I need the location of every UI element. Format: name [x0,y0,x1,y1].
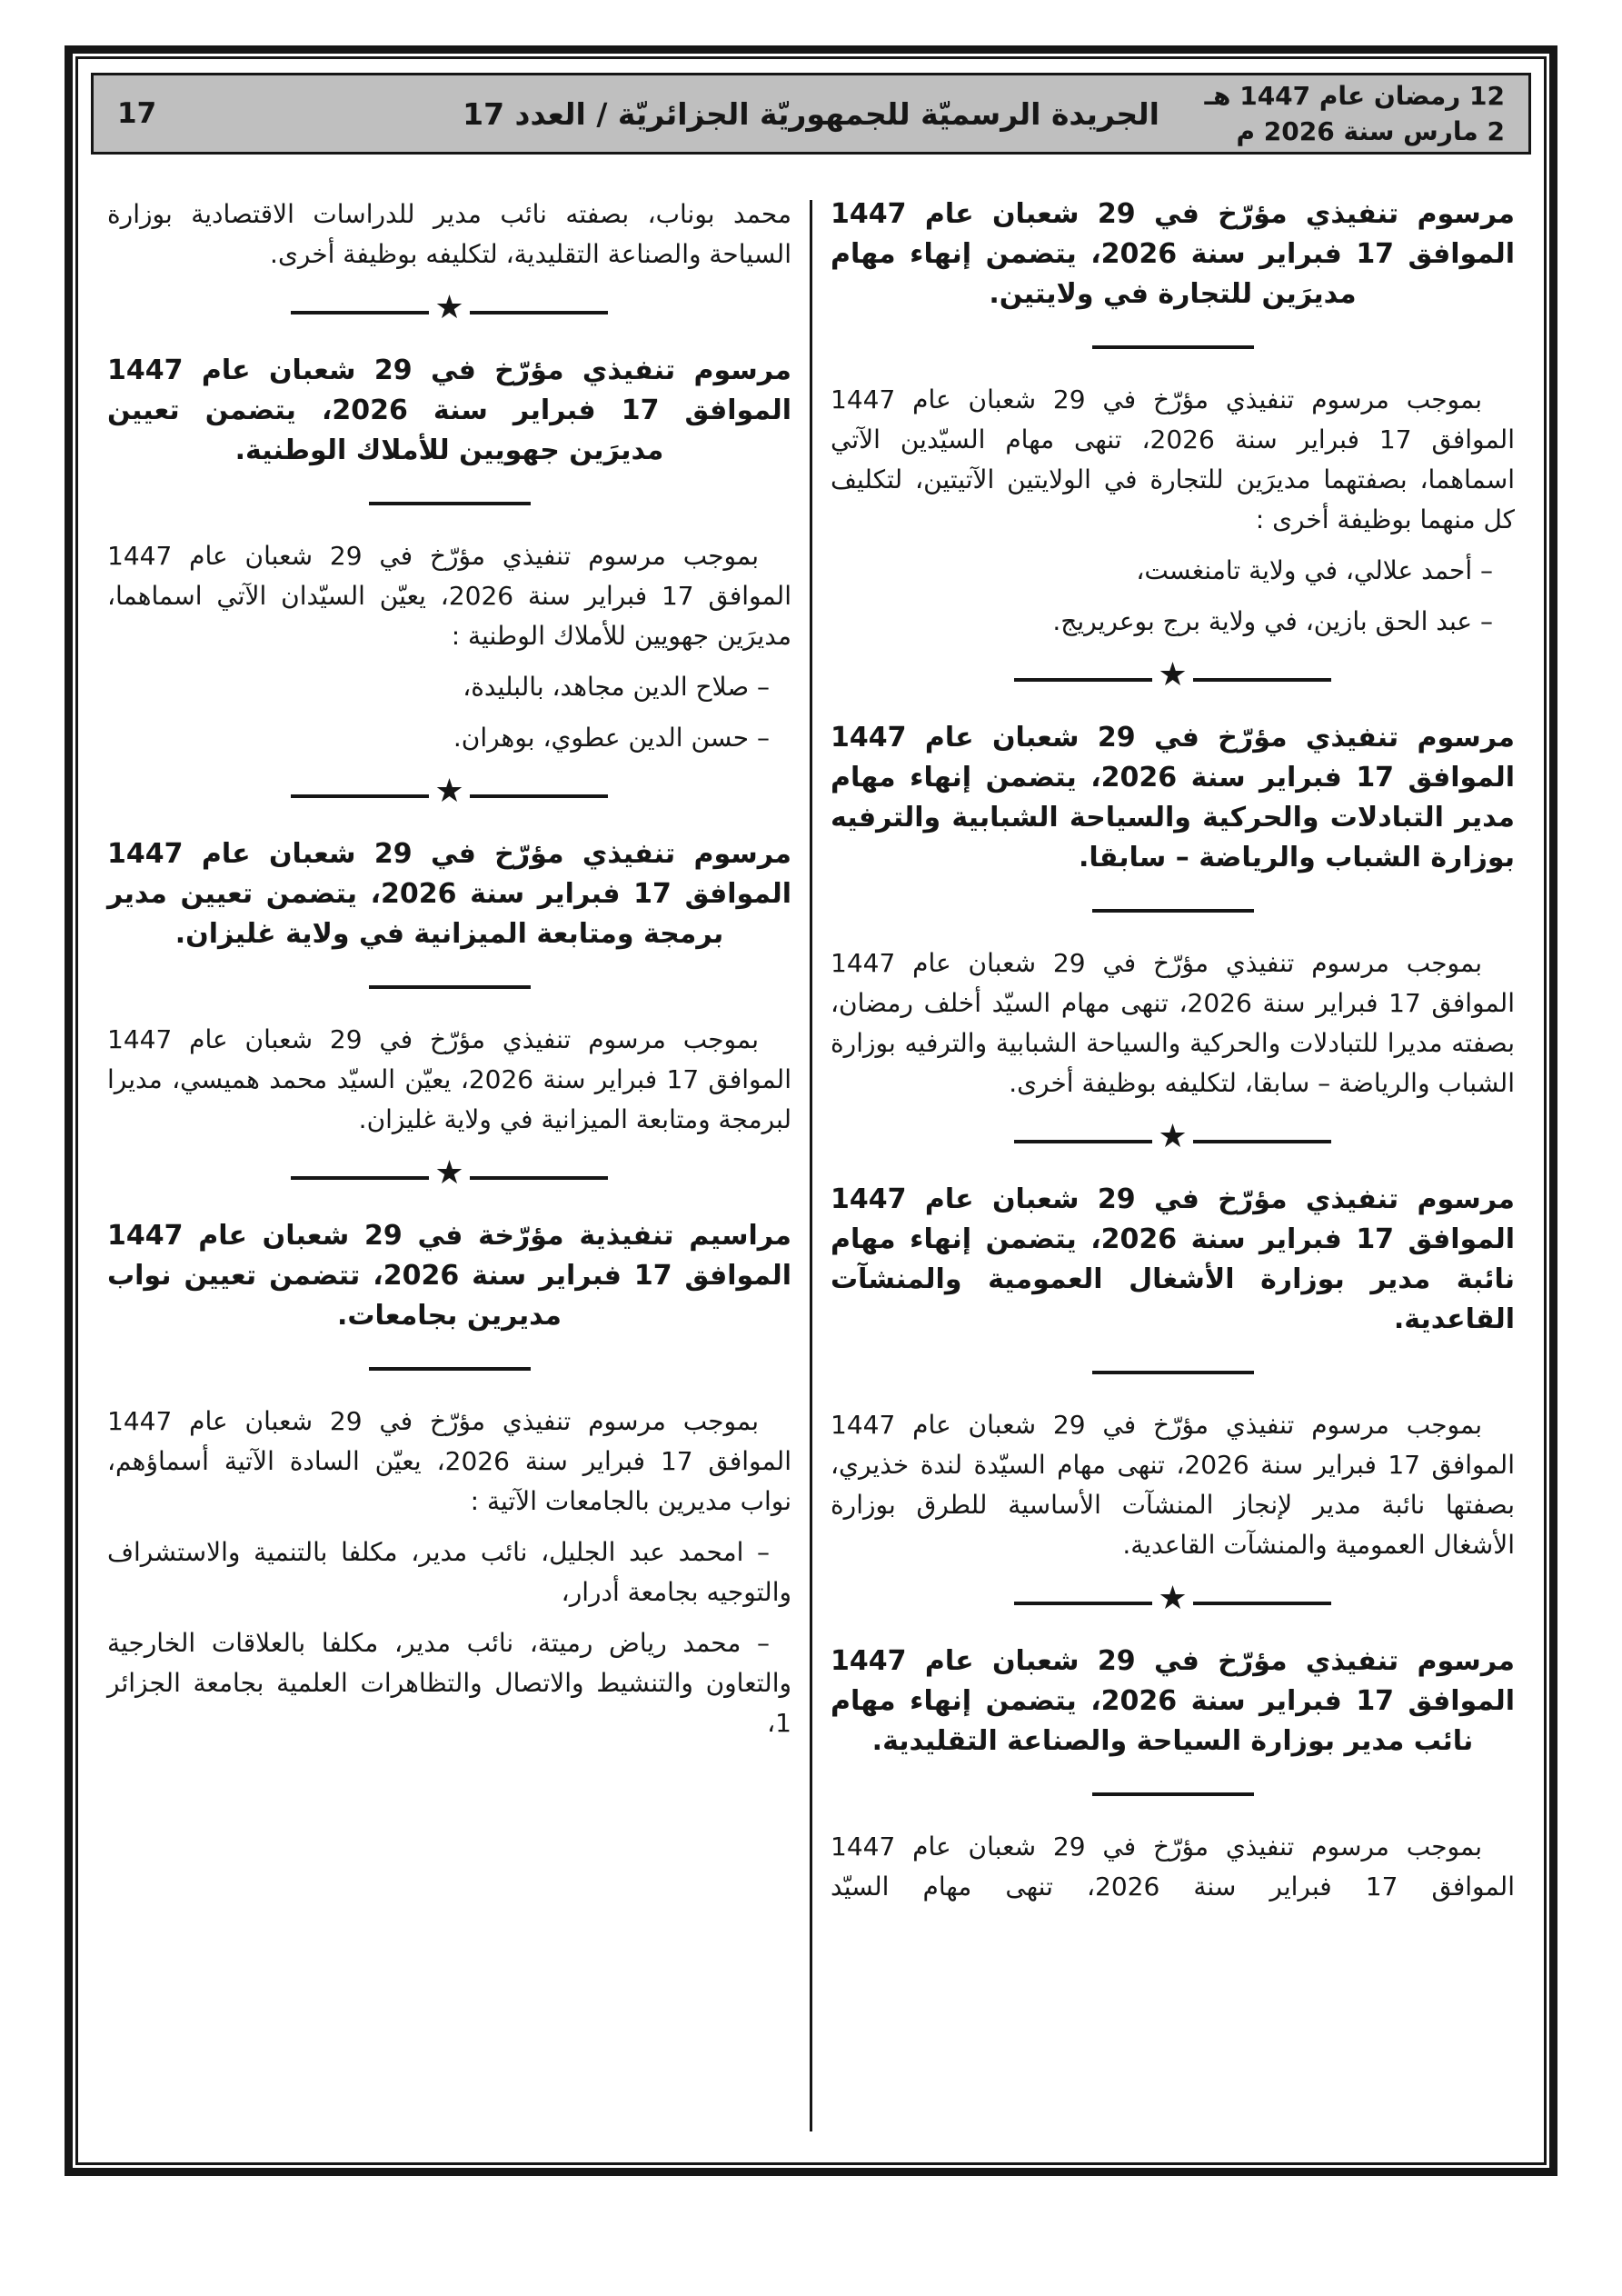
column-right [816,195,1529,2162]
decree4-title: مرسوم تنفيذي مؤرّخ في 29 شعبان عام 1447 الموافق 17 فبراير سنة 2026، يتضمن إنهاء مهام نائب مدير بوزارة السياحة والصناعة التقليدية. [831,1645,1515,1757]
list-item: – صلاح الدين مجاهد، بالبليدة، [463,672,770,702]
divider-line [1193,1140,1331,1143]
star-divider [107,1154,791,1194]
divider-line [1014,678,1152,682]
decree1-title: مرسوم تنفيذي مؤرّخ في 29 شعبان عام 1447 الموافق 17 فبراير سنة 2026، يتضمن إنهاء مهام مديرَين للتجارة في ولايتين. [831,198,1515,310]
divider-line [291,311,429,314]
star-icon: ★ [434,773,464,810]
star-divider [831,656,1515,696]
divider-line [470,1176,608,1180]
decree5-body: بموجب مرسوم تنفيذي مؤرّخ في 29 شعبان عام 1447 الموافق 17 فبراير سنة 2026، يعيّن السيّدان الآتي اسماهما، مديرَين جهويين للأملاك الوطنية : [107,541,791,651]
star-icon: ★ [1158,1118,1188,1155]
star-icon: ★ [434,289,464,326]
divider-line [1014,1602,1152,1605]
page-border-inner [75,56,1547,2165]
list-item: – عبد الحق بازين، في ولاية برج بوعريريج. [1052,606,1493,636]
list-item: – حسن الدين عطوي، بوهران. [453,723,770,753]
page-border [65,45,1557,2176]
plain-divider [1092,345,1254,349]
list-item: – امحمد عبد الجليل، نائب مدير، مكلفا بالتنمية والاستشراف والتوجيه بجامعة أدرار، [107,1537,791,1607]
plain-divider [1092,1792,1254,1796]
decree2-body: بموجب مرسوم تنفيذي مؤرّخ في 29 شعبان عام 1447 الموافق 17 فبراير سنة 2026، تنهى مهام السيّد أخلف رمضان، بصفته مديرا للتبادلات والحركية والسياحة الشبابية والترفيه بوزارة الشباب والرياضة – سابقا، لتكليفه بوظيفة أخرى. [831,948,1515,1098]
plain-divider [1092,1371,1254,1374]
list-item: – أحمد علالي، في ولاية تامنغست، [1136,555,1493,585]
gazette-title: الجريدة الرسميّة للجمهوريّة الجزائريّة / العدد 17 [463,95,1159,132]
list-item: – محمد رياض رميتة، نائب مدير، مكلفا بالعلاقات الخارجية والتعاون والتنشيط والاتصال والتظاهرات العلمية بجامعة الجزائر 1، [107,1628,791,1738]
decree1-body: بموجب مرسوم تنفيذي مؤرّخ في 29 شعبان عام 1447 الموافق 17 فبراير سنة 2026، تنهى مهام السيّدين الآتي اسماهما، بصفتهما مديرَين للتجارة في الولايتين الآتيتين، لتكليف كل منهما بوظيفة أخرى : [831,384,1515,534]
divider-line [291,794,429,798]
two-column-layout [91,155,1531,2162]
star-icon: ★ [434,1154,464,1192]
continuation-body: محمد بوناب، بصفته نائب مدير للدراسات الاقتصادية بوزارة السياحة والصناعة التقليدية، لتكليفه بوظيفة أخرى. [107,199,791,269]
decree6-title: مرسوم تنفيذي مؤرّخ في 29 شعبان عام 1447 الموافق 17 فبراير سنة 2026، يتضمن تعيين مدير برمجة ومتابعة الميزانية في ولاية غليزان. [107,838,791,950]
star-divider [107,289,791,329]
star-icon: ★ [1158,1580,1188,1617]
star-divider [831,1118,1515,1158]
column-rule [810,200,812,2131]
decree3-body: بموجب مرسوم تنفيذي مؤرّخ في 29 شعبان عام 1447 الموافق 17 فبراير سنة 2026، تنهى مهام السيّدة لندة خذيري، بصفتها نائبة مدير لإنجاز المنشآت الأساسية للطرق بوزارة الأشغال العمومية والمنشآت القاعدية. [831,1410,1515,1560]
star-divider [107,773,791,813]
star-icon: ★ [1158,656,1188,694]
divider-line [470,794,608,798]
decree6-body: بموجب مرسوم تنفيذي مؤرّخ في 29 شعبان عام 1447 الموافق 17 فبراير سنة 2026، يعيّن السيّد محمد هميسي، مديرا لبرمجة ومتابعة الميزانية في ولاية غليزان. [107,1024,791,1134]
star-divider [831,1580,1515,1620]
masthead [91,73,1531,155]
decree5-title: مرسوم تنفيذي مؤرّخ في 29 شعبان عام 1447 الموافق 17 فبراير سنة 2026، يتضمن تعيين مديرَين جهويين للأملاك الوطنية. [107,354,791,466]
divider-line [470,311,608,314]
decree7-body: بموجب مرسوم تنفيذي مؤرّخ في 29 شعبان عام 1447 الموافق 17 فبراير سنة 2026، يعيّن السادة الآتية أسماؤهم، نواب مديرين بالجامعات الآتية : [107,1406,791,1516]
decree2-title: مرسوم تنفيذي مؤرّخ في 29 شعبان عام 1447 الموافق 17 فبراير سنة 2026، يتضمن إنهاء مهام مدير التبادلات والحركية والسياحة الشبابية والترفيه بوزارة الشباب والرياضة – سابقا. [831,722,1515,873]
decree4-body: بموجب مرسوم تنفيذي مؤرّخ في 29 شعبان عام 1447 الموافق 17 فبراير سنة 2026، تنهى مهام السيّد [831,1832,1515,1902]
plain-divider [1092,909,1254,913]
divider-line [291,1176,429,1180]
hijri-date: 12 رمضان عام 1447 هـ [1204,81,1505,111]
divider-line [1014,1140,1152,1143]
column-left [93,195,806,2162]
plain-divider [369,1367,531,1371]
decree3-title: مرسوم تنفيذي مؤرّخ في 29 شعبان عام 1447 الموافق 17 فبراير سنة 2026، يتضمن إنهاء مهام نائبة مدير بوزارة الأشغال العمومية والمنشآت القاعدية. [831,1183,1515,1335]
masthead-dates [1204,78,1505,149]
plain-divider [369,502,531,505]
decree7-title: مراسيم تنفيذية مؤرّخة في 29 شعبان عام 1447 الموافق 17 فبراير سنة 2026، تتضمن تعيين نواب مديرين بجامعات. [107,1220,791,1332]
divider-line [1193,678,1331,682]
gregorian-date: 2 مارس سنة 2026 م [1236,116,1505,146]
divider-line [1193,1602,1331,1605]
plain-divider [369,985,531,989]
page-number: 17 [117,97,157,130]
